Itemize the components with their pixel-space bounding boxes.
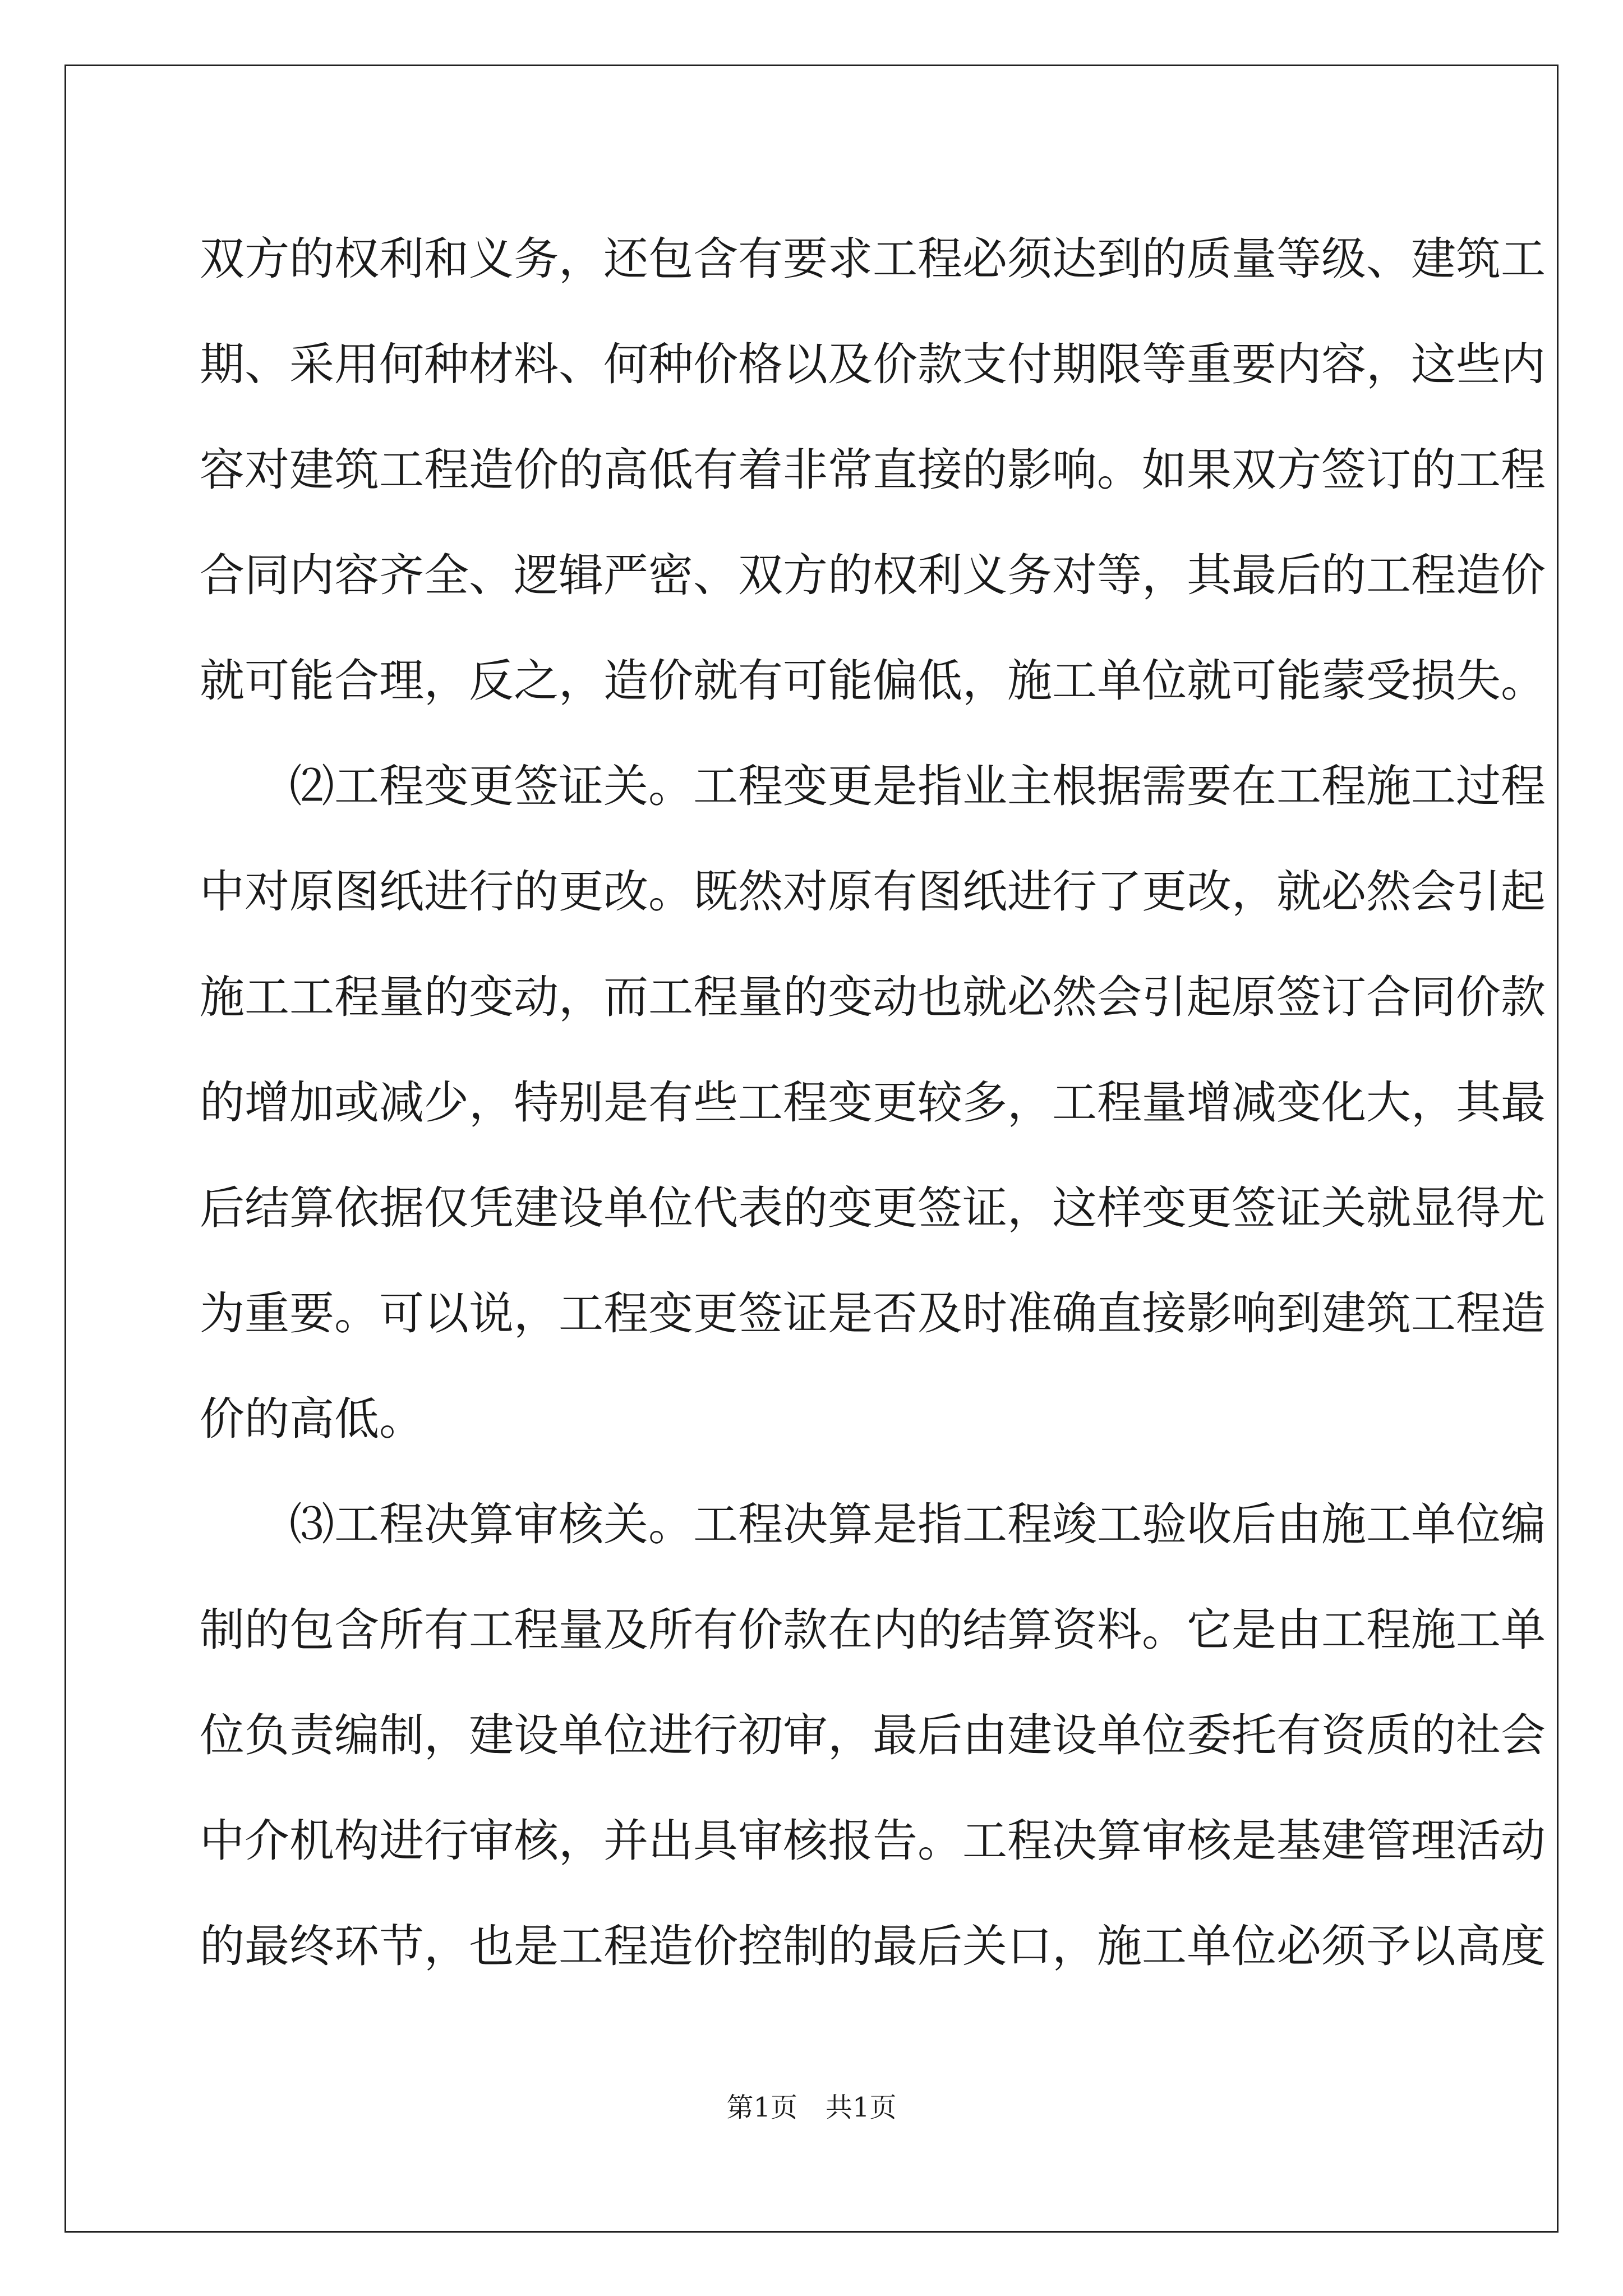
page-number: 第1页 [726, 2092, 797, 2123]
text-line: 期、采用何种材料、何种价格以及价款支付期限等重要内容，这些内 [200, 338, 1546, 390]
text-line: 中对原图纸进行的更改。既然对原有图纸进行了更改，就必然会引起 [200, 866, 1546, 918]
page-total: 共1页 [826, 2092, 897, 2123]
text-line: 就可能合理，反之，造价就有可能偏低，施工单位就可能蒙受损失。 [200, 655, 1546, 707]
text-line: 制的包含所有工程量及所有价款在内的结算资料。它是由工程施工单 [200, 1604, 1546, 1656]
page-footer [0, 2091, 1623, 2124]
text-line: 的增加或减少，特别是有些工程变更较多，工程量增减变化大，其最 [200, 1076, 1546, 1129]
document-body [200, 206, 1546, 1999]
text-line: 容对建筑工程造价的高低有着非常直接的影响。如果双方签订的工程 [200, 444, 1546, 496]
text-line: 价的高低。 [200, 1393, 424, 1445]
text-line: 位负责编制，建设单位进行初审，最后由建设单位委托有资质的社会 [200, 1709, 1546, 1761]
text-line: ⑵工程变更签证关。工程变更是指业主根据需要在工程施工过程 [200, 760, 1546, 812]
text-line: 合同内容齐全、逻辑严密、双方的权利义务对等，其最后的工程造价 [200, 549, 1546, 601]
text-line: 施工工程量的变动，而工程量的变动也就必然会引起原签订合同价款 [200, 971, 1546, 1023]
text-line: 中介机构进行审核，并出具审核报告。工程决算审核是基建管理活动 [200, 1815, 1546, 1867]
text-line: ⑶工程决算审核关。工程决算是指工程竣工验收后由施工单位编 [200, 1498, 1546, 1550]
text-line: 双方的权利和义务，还包含有要求工程必须达到的质量等级、建筑工 [200, 233, 1546, 285]
text-line: 的最终环节，也是工程造价控制的最后关口，施工单位必须予以高度 [200, 1920, 1546, 1972]
text-line: 后结算依据仅凭建设单位代表的变更签证，这样变更签证关就显得尤 [200, 1182, 1546, 1234]
text-line: 为重要。可以说，工程变更签证是否及时准确直接影响到建筑工程造 [200, 1287, 1546, 1340]
